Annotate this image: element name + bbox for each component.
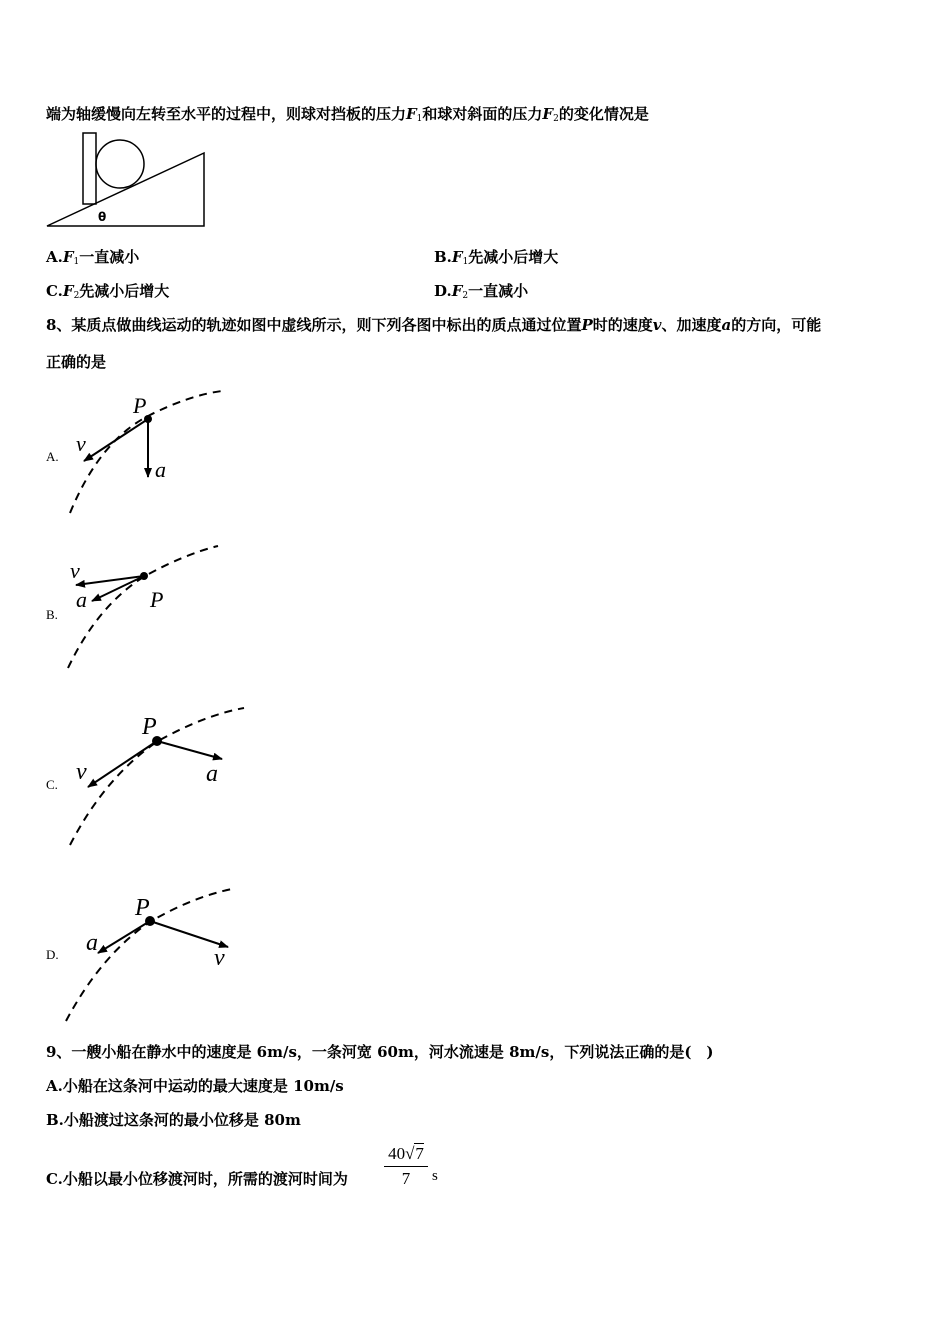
q7-stem-part: 的变化情况是 (558, 105, 649, 123)
q8-stem (46, 314, 821, 335)
option-symbol: F (62, 248, 74, 266)
velocity-arrow (150, 921, 228, 947)
figure-label-d[interactable]: D. (46, 947, 59, 962)
q7-stem (46, 103, 649, 124)
v-label: v (214, 945, 225, 971)
q7-option-a[interactable] (46, 246, 139, 267)
a-symbol: a (721, 316, 732, 334)
q7-incline-figure (44, 128, 210, 232)
option-letter: C. (46, 282, 63, 300)
q8-stem-line2: 正确的是 (46, 353, 107, 371)
q8-figure-d (60, 885, 250, 1025)
figure-label-a[interactable]: A. (46, 449, 59, 464)
q8-figure-a (60, 385, 240, 520)
option-subscript: 1 (73, 257, 80, 267)
q7-stem-part: 端为轴缓慢向左转至水平的过程中，则球对挡板的压力 (46, 105, 407, 123)
velocity-arrow (88, 741, 157, 787)
numerator-coefficient: 40 (388, 1144, 406, 1163)
q9-option-b[interactable]: B.小船渡过这条河的最小位移是 80m (46, 1111, 301, 1129)
numerator-radicand: 7 (415, 1144, 424, 1163)
p-label: P (150, 587, 164, 612)
v-label: v (76, 759, 87, 785)
option-text: 先减小后增大 (468, 248, 559, 266)
option-text: 一直减小 (468, 282, 529, 300)
option-letter: D. (434, 282, 452, 300)
acceleration-arrow (98, 921, 150, 953)
v-label: v (76, 431, 86, 456)
q9-stem: 9、一艘小船在静水中的速度是 6m/s，一条河宽 60m，河水流速是 8m/s，下列说法正确的是( ) (46, 1043, 714, 1061)
option-symbol: F (451, 248, 463, 266)
q7-option-b[interactable] (434, 246, 558, 267)
q8-stem-part: 的方向，可能 (731, 316, 822, 334)
fraction-numerator (384, 1143, 428, 1165)
figure-label-b[interactable]: B. (46, 607, 58, 622)
q8-figure-c (60, 705, 260, 850)
trajectory-curve (68, 546, 218, 668)
q9-option-c[interactable]: C.小船以最小位移渡河时，所需的渡河时间为 (46, 1170, 348, 1188)
option-symbol: F (451, 282, 463, 300)
option-text: 一直减小 (79, 248, 140, 266)
v-symbol: v (652, 316, 662, 334)
baffle-board (83, 133, 96, 204)
a-label: a (155, 457, 166, 482)
q9-option-a[interactable]: A.小船在这条河中运动的最大速度是 10m/s (46, 1077, 344, 1095)
velocity-arrow (84, 419, 148, 461)
figure-label-c[interactable]: C. (46, 777, 58, 792)
q7-stem-part: 和球对斜面的压力 (422, 105, 543, 123)
v-label: v (70, 558, 80, 583)
q8-stem-part: 、加速度 (661, 316, 722, 334)
option-subscript: 1 (462, 257, 469, 267)
sqrt-icon: √ (405, 1144, 415, 1163)
p-label: P (133, 393, 147, 418)
q8-stem-part: 8、某质点做曲线运动的轨迹如图中虚线所示，则下列各图中标出的质点通过位置 (46, 316, 582, 334)
q7-option-c[interactable] (46, 280, 169, 301)
point-p (140, 572, 148, 580)
option-subscript: 2 (73, 291, 80, 301)
a-label: a (76, 587, 87, 612)
f2-symbol: F (542, 105, 554, 123)
fraction-bar (384, 1166, 428, 1167)
p-label: P (142, 714, 157, 740)
a-label: a (206, 761, 218, 787)
option-letter: A. (46, 248, 63, 266)
acceleration-arrow (157, 741, 222, 759)
option-letter: B. (434, 248, 452, 266)
time-unit: s (432, 1168, 438, 1184)
f1-subscript: 1 (416, 114, 423, 124)
f1-symbol: F (406, 105, 417, 123)
p-symbol: P (581, 316, 593, 334)
angle-label: θ (98, 210, 107, 224)
q8-stem-part: 时的速度 (592, 316, 653, 334)
q8-figure-b (60, 540, 240, 675)
a-label: a (86, 930, 98, 956)
crossing-time-fraction (384, 1143, 428, 1190)
f2-subscript: 2 (553, 114, 559, 124)
option-text: 先减小后增大 (79, 282, 170, 300)
incline-triangle (47, 153, 204, 226)
fraction-denominator: 7 (401, 1169, 411, 1188)
q7-option-d[interactable] (434, 280, 528, 301)
ball (96, 140, 144, 188)
option-subscript: 2 (462, 291, 469, 301)
p-label: P (135, 895, 150, 921)
option-symbol: F (62, 282, 74, 300)
